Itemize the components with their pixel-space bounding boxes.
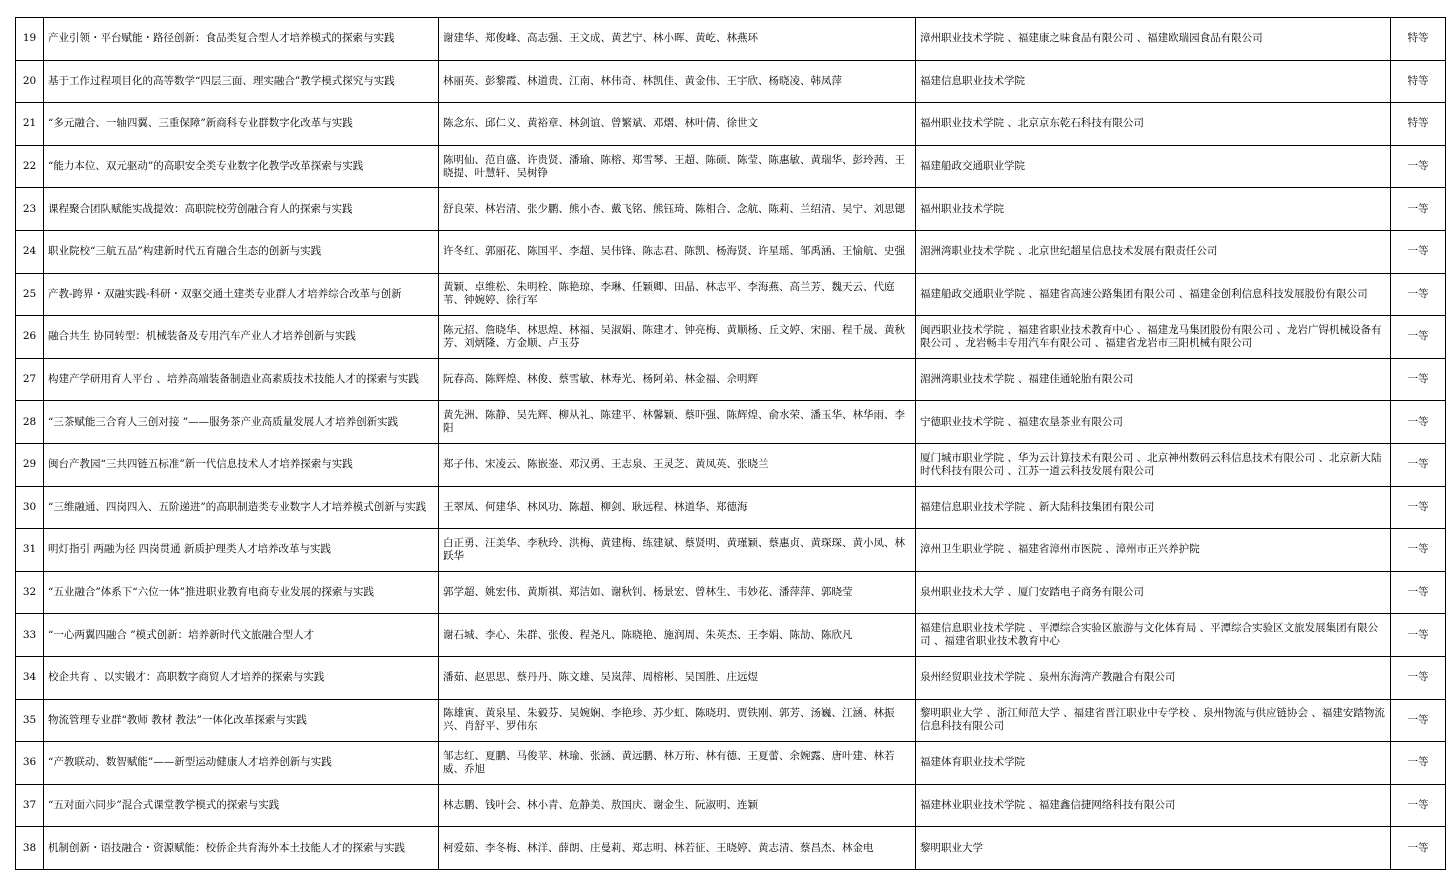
table-row	[16, 784, 1446, 827]
table-row	[16, 188, 1446, 231]
team-members: 舒良荣、林岩清、张少鹏、熊小杏、戴飞铭、熊钰琦、陈相合、念航、陈莉、兰绍清、吴宁、刘思锶	[439, 188, 916, 231]
project-title: 产业引领・平台赋能・路径创新：食品类复合型人才培养模式的探索与实践	[44, 18, 439, 61]
row-number: 31	[16, 529, 44, 572]
team-members: 潘茹、赵思思、蔡丹丹、陈文雄、吴岚萍、周榕彬、吴国胜、庄远煜	[439, 656, 916, 699]
row-number: 19	[16, 18, 44, 61]
completing-units: 泉州经贸职业技术学院 、泉州东海湾产教融合有限公司	[916, 656, 1391, 699]
award-level: 一等	[1391, 529, 1446, 572]
table-row	[16, 443, 1446, 486]
row-number: 24	[16, 230, 44, 273]
award-level: 一等	[1391, 273, 1446, 316]
team-members: 王翠凤、何建华、林风功、陈超、柳剑、耿远程、林道华、郑德海	[439, 486, 916, 529]
table-row	[16, 699, 1446, 742]
completing-units: 漳州职业技术学院 、福建康之味食品有限公司 、福建欧瑞园食品有限公司	[916, 18, 1391, 61]
award-level: 一等	[1391, 827, 1446, 870]
award-level: 一等	[1391, 230, 1446, 273]
award-level: 一等	[1391, 316, 1446, 359]
award-level: 一等	[1391, 614, 1446, 657]
project-title: 机制创新・语技融合・资源赋能：校侨企共育海外本土技能人才的探索与实践	[44, 827, 439, 870]
project-title: 校企共育 、以实锻才：高职数字商贸人才培养的探索与实践	[44, 656, 439, 699]
team-members: 邹志红、夏鹏、马俊苹、林瑜、张涵、黄远鹏、林万珩、林有德、王夏蕾、余婉露、唐叶建、林若威、乔旭	[439, 742, 916, 785]
completing-units: 福建船政交通职业学院 、福建省高速公路集团有限公司 、福建金创利信息科技发展股份有限公司	[916, 273, 1391, 316]
project-title: “三茶赋能三合育人三创对接 ”——服务茶产业高质量发展人才培养创新实践	[44, 401, 439, 444]
completing-units: 漳州卫生职业学院 、福建省漳州市医院 、漳州市正兴养护院	[916, 529, 1391, 572]
row-number: 22	[16, 145, 44, 188]
project-title: “多元融合、一轴四翼、三重保障”新商科专业群数字化改革与实践	[44, 103, 439, 146]
team-members: 阮春高、陈辉煌、林俊、蔡雪敏、林寿光、杨阿弟、林金福、佘明辉	[439, 358, 916, 401]
project-title: “能力本位、双元驱动”的高职安全类专业数字化教学改革探索与实践	[44, 145, 439, 188]
team-members: 郭学超、姚宏伟、黄斯祺、郑洁如、谢秋钊、杨景宏、曾林生、韦妙花、潘萍萍、郭晓莹	[439, 571, 916, 614]
project-title: 职业院校“三航五品”构建新时代五育融合生态的创新与实践	[44, 230, 439, 273]
project-title: “产教联动、数智赋能”——新型运动健康人才培养创新与实践	[44, 742, 439, 785]
team-members: 黄先洲、陈静、吴先辉、柳从礼、陈建平、林馨颖、蔡吓强、陈辉煌、俞水荣、潘玉华、林华雨、李阳	[439, 401, 916, 444]
award-level: 特等	[1391, 60, 1446, 103]
team-members: 谢石城、李心、朱群、张俊、程尧凡、陈晓艳、施润周、朱英杰、王李娟、陈劼、陈欣凡	[439, 614, 916, 657]
table-row	[16, 614, 1446, 657]
table-row	[16, 358, 1446, 401]
completing-units: 湄洲湾职业技术学院 、北京世纪超星信息技术发展有限责任公司	[916, 230, 1391, 273]
row-number: 35	[16, 699, 44, 742]
table-row	[16, 145, 1446, 188]
project-title: “五对面六同步”混合式课堂教学模式的探索与实践	[44, 784, 439, 827]
award-level: 特等	[1391, 18, 1446, 61]
team-members: 林丽英、彭黎霞、林道贵、江南、林伟奇、林凯佳、黄金伟、王宇欣、杨晓凌、韩凤萍	[439, 60, 916, 103]
award-level: 一等	[1391, 571, 1446, 614]
team-members: 许冬红、郭丽花、陈国平、李超、吴伟锋、陈志君、陈凯、杨海贤、许星瑶、邹禹涵、王愉航、史强	[439, 230, 916, 273]
row-number: 25	[16, 273, 44, 316]
row-number: 29	[16, 443, 44, 486]
team-members: 谢建华、郑俊峰、高志强、王文成、黄艺宁、林小晖、黄屹、林燕环	[439, 18, 916, 61]
team-members: 陈念东、邱仁义、黄裕章、林剑谊、曾繁斌、邓熠、林叶倩、徐世文	[439, 103, 916, 146]
team-members: 白正勇、汪美华、李秋玲、洪梅、黄建梅、练建斌、蔡贤明、黄瑾颖、蔡惠贞、黄琛琛、黄小凤、林跃华	[439, 529, 916, 572]
completing-units: 福建体育职业技术学院	[916, 742, 1391, 785]
award-level: 一等	[1391, 443, 1446, 486]
project-title: 融合共生 协同转型：机械装备及专用汽车产业人才培养创新与实践	[44, 316, 439, 359]
team-members: 陈雄寅、黄泉星、朱毅芬、吴婉娴、李艳珍、苏少虹、陈晓玥、贾铁刚、郭芳、汤巍、江涵、林振兴、肖舒平、罗伟东	[439, 699, 916, 742]
table-row	[16, 273, 1446, 316]
table-row	[16, 60, 1446, 103]
award-level: 一等	[1391, 486, 1446, 529]
project-title: “一心两翼四融合 ”模式创新：培养新时代文旅融合型人才	[44, 614, 439, 657]
completing-units: 福建信息职业技术学院 、平潭综合实验区旅游与文化体育局 、平潭综合实验区文旅发展集团有限公司 、福建省职业技术教育中心	[916, 614, 1391, 657]
team-members: 陈元招、詹晓华、林思煌、林福、吴淑娟、陈建才、钟亮梅、黄顺杨、丘文婷、宋丽、程千晟、黄秋芳、刘炳隆、方金顺、卢玉芬	[439, 316, 916, 359]
row-number: 33	[16, 614, 44, 657]
table-row	[16, 316, 1446, 359]
table-row	[16, 401, 1446, 444]
team-members: 郑子伟、宋凌云、陈嵌崟、邓汉勇、王志泉、王灵芝、黄凤英、张晓兰	[439, 443, 916, 486]
award-level: 一等	[1391, 401, 1446, 444]
row-number: 28	[16, 401, 44, 444]
completing-units: 黎明职业大学	[916, 827, 1391, 870]
completing-units: 福建船政交通职业学院	[916, 145, 1391, 188]
award-level: 一等	[1391, 784, 1446, 827]
award-level: 一等	[1391, 742, 1446, 785]
completing-units: 福建林业职业技术学院 、福建鑫信捷网络科技有限公司	[916, 784, 1391, 827]
table-row	[16, 486, 1446, 529]
award-table-body	[16, 18, 1446, 870]
project-title: 物流管理专业群“教师 教材 教法”一体化改革探索与实践	[44, 699, 439, 742]
award-level: 一等	[1391, 656, 1446, 699]
completing-units: 宁德职业技术学院 、福建农垦茶业有限公司	[916, 401, 1391, 444]
award-level: 一等	[1391, 188, 1446, 231]
table-row	[16, 656, 1446, 699]
completing-units: 福州职业技术学院 、北京京东乾石科技有限公司	[916, 103, 1391, 146]
project-title: 基于工作过程项目化的高等数学“四层三面、理实融合”教学模式探究与实践	[44, 60, 439, 103]
project-title: 闽台产教园“三共四链五标准”新一代信息技术人才培养探索与实践	[44, 443, 439, 486]
team-members: 林志鹏、钱叶会、林小青、危静美、敖国庆、谢金生、阮淑明、连颖	[439, 784, 916, 827]
row-number: 34	[16, 656, 44, 699]
award-list-sheet	[15, 17, 1445, 870]
completing-units: 福州职业技术学院	[916, 188, 1391, 231]
row-number: 20	[16, 60, 44, 103]
project-title: 构建产学研用育人平台 、培养高端装备制造业高素质技术技能人才的探索与实践	[44, 358, 439, 401]
completing-units: 福建信息职业技术学院	[916, 60, 1391, 103]
row-number: 36	[16, 742, 44, 785]
row-number: 26	[16, 316, 44, 359]
completing-units: 福建信息职业技术学院 、新大陆科技集团有限公司	[916, 486, 1391, 529]
team-members: 陈明仙、范自盛、许贵贤、潘瑜、陈榕、郑雪琴、王超、陈硕、陈莹、陈惠敏、黄瑞华、彭玲茜、王晓提、叶慧轩、吴树铮	[439, 145, 916, 188]
award-level: 一等	[1391, 145, 1446, 188]
award-level: 特等	[1391, 103, 1446, 146]
row-number: 37	[16, 784, 44, 827]
row-number: 32	[16, 571, 44, 614]
project-title: 产教-跨界・双融实践-科研・双驱交通土建类专业群人才培养综合改革与创新	[44, 273, 439, 316]
table-row	[16, 103, 1446, 146]
row-number: 38	[16, 827, 44, 870]
award-level: 一等	[1391, 358, 1446, 401]
project-title: “五业融合”体系下“六位一体”推进职业教育电商专业发展的探索与实践	[44, 571, 439, 614]
table-row	[16, 742, 1446, 785]
completing-units: 湄洲湾职业技术学院 、福建佳通轮胎有限公司	[916, 358, 1391, 401]
row-number: 21	[16, 103, 44, 146]
team-members: 柯爱茹、李冬梅、林洋、薛朗、庄曼莉、郑志明、林若征、王晓婷、黄志清、蔡昌杰、林金电	[439, 827, 916, 870]
project-title: 课程聚合团队赋能实战提效：高职院校劳创融合育人的探索与实践	[44, 188, 439, 231]
completing-units: 黎明职业大学 、浙江师范大学 、福建省晋江职业中专学校 、泉州物流与供应链协会 、福建安踏物流信息科技有限公司	[916, 699, 1391, 742]
table-row	[16, 827, 1446, 870]
table-row	[16, 529, 1446, 572]
table-row	[16, 571, 1446, 614]
completing-units: 泉州职业技术大学 、厦门安踏电子商务有限公司	[916, 571, 1391, 614]
completing-units: 厦门城市职业学院 、华为云计算技术有限公司 、北京神州数码云科信息技术有限公司 、北京新大陆时代科技有限公司 、江苏一道云科技发展有限公司	[916, 443, 1391, 486]
row-number: 27	[16, 358, 44, 401]
row-number: 23	[16, 188, 44, 231]
completing-units: 闽西职业技术学院 、福建省职业技术教育中心 、福建龙马集团股份有限公司 、龙岩广锝机械设备有限公司 、龙岩畅丰专用汽车有限公司 、福建省龙岩市三阳机械有限公司	[916, 316, 1391, 359]
award-table	[15, 17, 1446, 870]
table-row	[16, 18, 1446, 61]
table-row	[16, 230, 1446, 273]
project-title: “三维融通、四岗四入、五阶递进”的高职制造类专业数字人才培养模式创新与实践	[44, 486, 439, 529]
project-title: 明灯指引 两融为径 四岗贯通 新质护理类人才培养改革与实践	[44, 529, 439, 572]
row-number: 30	[16, 486, 44, 529]
team-members: 黄颖、卓维松、朱明栓、陈艳琼、李琳、任颖卿、田晶、林志平、李海燕、高兰芳、魏天云、代庭苇、钟婉婷、徐行军	[439, 273, 916, 316]
award-level: 一等	[1391, 699, 1446, 742]
